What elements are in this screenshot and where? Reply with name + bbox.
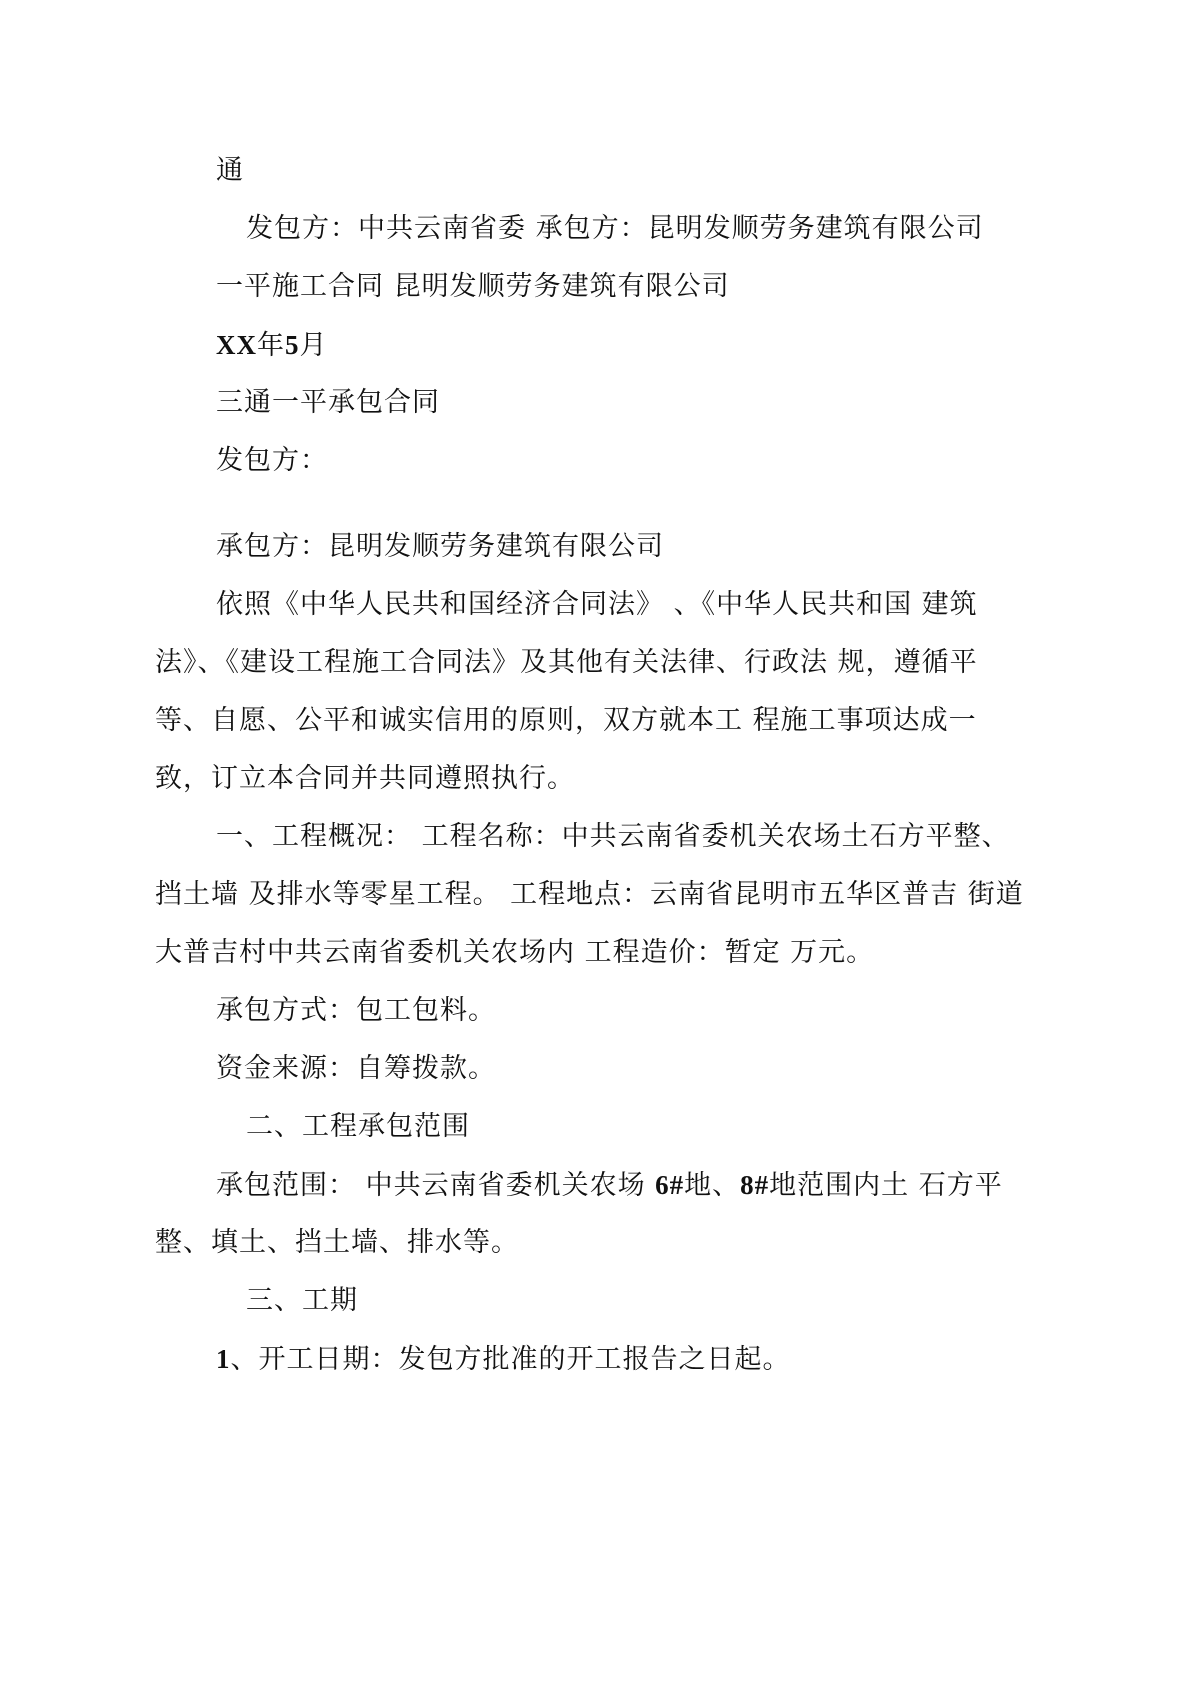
section-heading: 一、工程概况： 工程名称：中共云南省委机关农场土石方平整、 — [216, 821, 1010, 852]
item-number: 1 — [216, 1344, 231, 1374]
text-segment: 地范围内土 石方平 — [769, 1170, 1003, 1201]
date-line — [216, 328, 328, 363]
date-month: 5 — [285, 330, 300, 360]
text-line: 依照《中华人民共和国经济合同法》 、《中华人民共和国 建筑 — [216, 589, 978, 620]
text-segment: 地、 — [684, 1170, 741, 1201]
date-year: XX — [216, 330, 257, 360]
lot-number: 6# — [655, 1170, 685, 1200]
date-year-char: 年 — [257, 330, 285, 361]
text-line — [216, 1342, 791, 1377]
text-line — [216, 1168, 1003, 1203]
text-line: 整、填土、挡土墙、排水等。 — [155, 1227, 519, 1258]
text-line: 发包方： — [216, 445, 328, 476]
date-month-char: 月 — [299, 330, 328, 361]
text-line: 等、自愿、公平和诚实信用的原则，双方就本工 程施工事项达成一 — [155, 705, 977, 736]
text-line: 发包方：中共云南省委 承包方：昆明发顺劳务建筑有限公司 — [246, 213, 984, 244]
text-line: 致，订立本合同并共同遵照执行。 — [155, 763, 575, 794]
text-segment: 承包范围： 中共云南省委机关农场 — [216, 1170, 656, 1201]
text-line: 挡土墙 及排水等零星工程。 工程地点：云南省昆明市五华区普吉 街道 — [155, 879, 1024, 910]
text-segment: 、开工日期：发包方批准的开工报告之日起。 — [230, 1344, 791, 1375]
section-heading: 三、工期 — [246, 1285, 358, 1316]
lot-number: 8# — [740, 1170, 770, 1200]
text-line: 通 — [216, 155, 244, 186]
text-line: 资金来源：自筹拨款。 — [216, 1053, 496, 1084]
text-line: 承包方式：包工包料。 — [216, 995, 496, 1026]
text-line: 承包方：昆明发顺劳务建筑有限公司 — [216, 531, 664, 562]
text-line: 法》、《建设工程施工合同法》及其他有关法律、行政法 规，遵循平 — [155, 647, 978, 678]
contract-title: 三通一平承包合同 — [216, 387, 440, 418]
text-line: 大普吉村中共云南省委机关农场内 工程造价：暂定 万元。 — [155, 937, 875, 968]
section-heading: 二、工程承包范围 — [246, 1111, 470, 1142]
text-line: 一平施工合同 昆明发顺劳务建筑有限公司 — [216, 271, 730, 302]
